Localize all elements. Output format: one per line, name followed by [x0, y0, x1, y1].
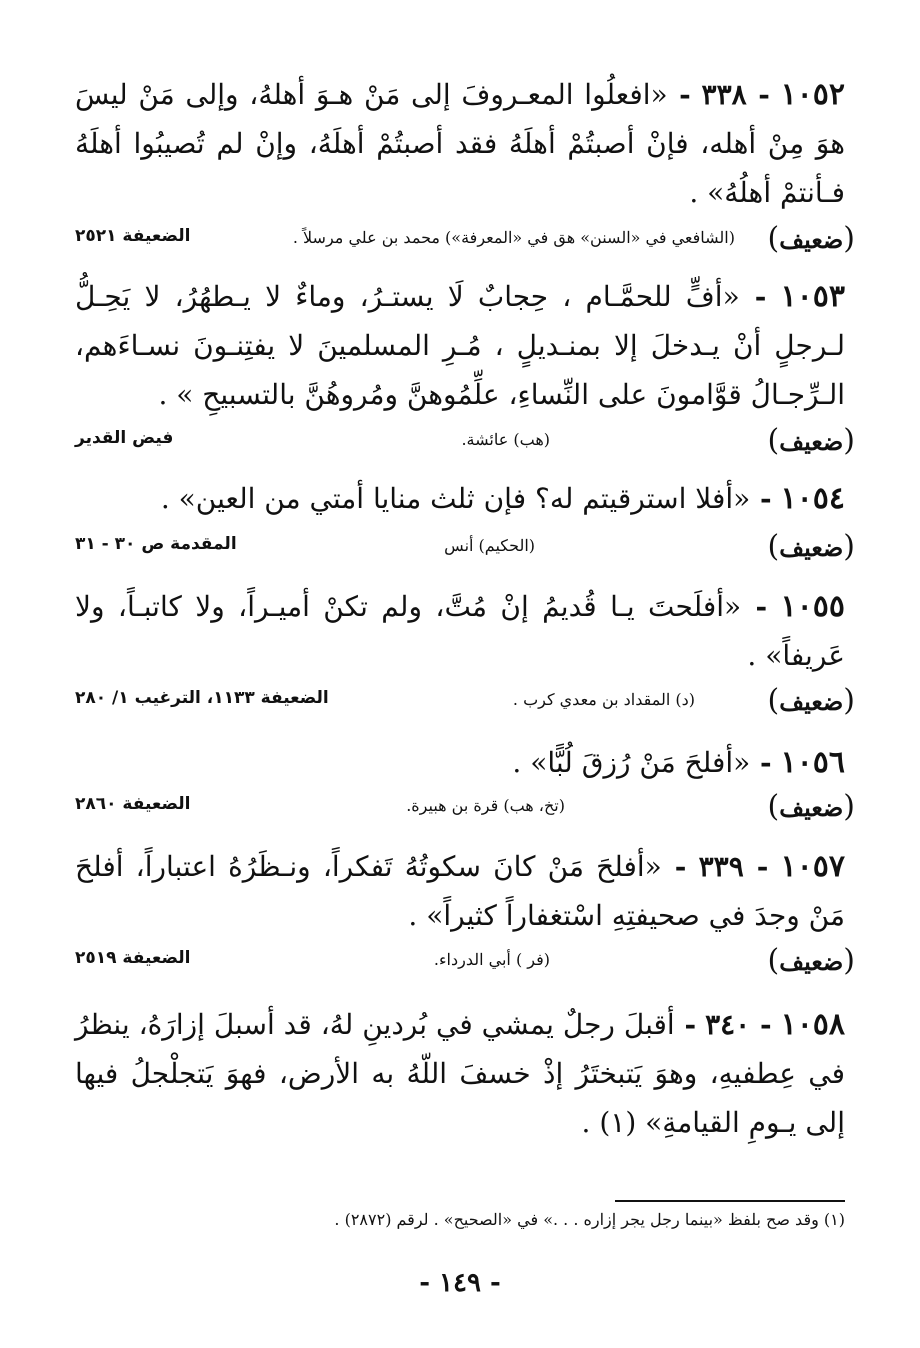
grade-row-1057 [75, 944, 855, 988]
grade-badge: (ضعيف) [767, 221, 855, 256]
grade-row-1054 [75, 530, 855, 574]
hadith-entry-1052: ١٠٥٢ - ٣٣٨ - «افعلُوا المعـروفَ إلى مَنْ هـوَ أهلهُ، وإلى مَنْ ليسَ هوَ مِنْ أهله، فإنْ أصبتُمْ أهلَهُ فقد أصبتُمْ أهلَهُ، وإنْ لم تُصيبُوا أهلَهُ فـأنتمْ أهلُهُ» . [75, 77, 846, 209]
grade-row-1052 [75, 222, 855, 266]
hadith-source: (الحكيم) أنس [444, 536, 535, 555]
grade-badge: (ضعيف) [767, 423, 855, 458]
hadith-source: (فر ) أبي الدرداء. [433, 950, 550, 969]
hadith-entry-1057: ١٠٥٧ - ٣٣٩ - «أفلحَ مَنْ كانَ سكوتُهُ تَفكراً، ونـظَرُهُ اعتباراً، أفلحَ مَنْ وجدَ في صحيفتِهِ اسْتغفاراً كثيراً» . [75, 849, 845, 932]
footnote-divider [615, 1200, 845, 1202]
hadith-text: أقبلَ رجلٌ يمشي في بُردينِ لهُ، قد أسبلَ إزارَهُ، ينظرُ في عِطفيهِ، وهوَ يَتبختَرُ إذْ خسفَ اللّهُ به الأرض، فهوَ يَتجلْجلُ فيها إلى يـومِ القيامةِ» (١) . [75, 1008, 845, 1139]
hadith-number: ١٠٥٣ [780, 279, 845, 314]
secondary-number: ٣٤٠ [705, 1008, 751, 1041]
hadith-text: «أفلحَ مَنْ رُزقَ لُبًّا» . [512, 746, 751, 779]
footnote: (١) وقد صح بلفظ «بينما رجل يجر إزاره . . .» في «الصحيح» . لرقم (٢٨٧٢) . [334, 1210, 845, 1229]
hadith-entry-1056: ١٠٥٦ - «أفلحَ مَنْ رُزقَ لُبًّا» . [512, 745, 845, 780]
grading-reference: فيض القدير [75, 428, 174, 448]
hadith-source: (د) المقداد بن معدي كرب . [512, 690, 695, 709]
hadith-entry-1054: ١٠٥٤ - «أفلا استرقيتم له؟ فإن ثلث منايا أمتي من العين» . [160, 481, 845, 516]
grade-badge: (ضعيف) [767, 943, 855, 978]
hadith-source: (الشافعي في «السنن» هق في «المعرفة») محمد بن علي مرسلاً . [292, 228, 735, 247]
grade-badge: (ضعيف) [767, 683, 855, 718]
hadith-number: ١٠٥٧ [780, 849, 845, 884]
grading-reference: الضعيفة ١١٣٣، الترغيب ١/ ٢٨٠ [75, 688, 329, 708]
grade-row-1053 [75, 424, 855, 468]
hadith-text: «افعلُوا المعـروفَ إلى مَنْ هـوَ أهلهُ، وإلى مَنْ ليسَ هوَ مِنْ أهله، فإنْ أصبتُمْ أهلَهُ فقد أصبتُمْ أهلَهُ، وإنْ لم تُصيبُوا أهلَهُ فـأنتمْ أهلُهُ» . [75, 78, 845, 209]
grade-badge: (ضعيف) [767, 529, 855, 564]
hadith-entry-1055: ١٠٥٥ - «أفلَحتَ يـا قُديمُ إنْ مُتَّ، ولم تكنْ أميـراً، ولا كاتبـاً، ولا عَريفاً» . [75, 589, 845, 672]
grading-reference: الضعيفة ٢٥١٩ [75, 948, 191, 968]
grading-reference: المقدمة ص ٣٠ - ٣١ [75, 534, 237, 554]
secondary-number: ٣٣٩ [698, 850, 744, 883]
grade-badge: (ضعيف) [767, 789, 855, 824]
hadith-text: «أفٍّ للحمَّـام ، حِجابٌ لَا يستـرُ، وماءٌ لا يـطهُرُ، لا يَحِـلُّ لـرجلٍ أنْ يـدخلَ إلا بمنـديلٍ ، مُـرِ المسلمينَ لا يفتِنـونَ نسـاءَهم، الـرِّجـالُ قوَّامونَ على النِّساءِ، علِّمُوهنَّ ومُروهُنَّ بالتسبيحِ » . [75, 280, 845, 411]
hadith-number: ١٠٥٦ [780, 745, 845, 780]
grade-row-1056 [75, 790, 855, 834]
grading-reference: الضعيفة ٢٨٦٠ [75, 794, 191, 814]
hadith-entry-1053: ١٠٥٣ - «أفٍّ للحمَّـام ، حِجابٌ لَا يستـرُ، وماءٌ لا يـطهُرُ، لا يَحِـلُّ لـرجلٍ أنْ يـدخلَ إلا بمنـديلٍ ، مُـرِ المسلمينَ لا يفتِنـونَ نسـاءَهم، الـرِّجـالُ قوَّامونَ على النِّساءِ، علِّمُوهنَّ ومُروهُنَّ بالتسبيحِ » . [75, 279, 845, 411]
hadith-text: «أفلحَ مَنْ كانَ سكوتُهُ تَفكراً، ونـظَرُهُ اعتباراً، أفلحَ مَنْ وجدَ في صحيفتِهِ اسْتغفاراً كثيراً» . [75, 850, 845, 932]
hadith-source: (هب) عائشة. [461, 430, 550, 449]
secondary-number: ٣٣٨ [701, 78, 747, 111]
hadith-text: «أفلا استرقيتم له؟ فإن ثلث منايا أمتي من العين» . [160, 482, 751, 515]
hadith-number: ١٠٥٨ [780, 1007, 846, 1042]
hadith-number: ١٠٥٤ [780, 481, 845, 516]
page-number: - ١٤٩ - [419, 1268, 501, 1298]
hadith-number: ١٠٥٢ [780, 77, 846, 112]
hadith-entry-1058: ١٠٥٨ - ٣٤٠ - أقبلَ رجلٌ يمشي في بُردينِ لهُ، قد أسبلَ إزارَهُ، ينظرُ في عِطفيهِ، وهوَ يَتبختَرُ إذْ خسفَ اللّهُ به الأرض، فهوَ يَتجلْجلُ فيها إلى يـومِ القيامةِ» (١) . [75, 1007, 846, 1139]
hadith-source: (تخ، هب) قرة بن هبيرة. [406, 796, 565, 815]
grading-reference: الضعيفة ٢٥٢١ [75, 226, 191, 246]
hadith-text: «أفلَحتَ يـا قُديمُ إنْ مُتَّ، ولم تكنْ أميـراً، ولا كاتبـاً، ولا عَريفاً» . [75, 590, 845, 672]
hadith-number: ١٠٥٥ [780, 589, 845, 624]
grade-row-1055 [75, 684, 855, 728]
